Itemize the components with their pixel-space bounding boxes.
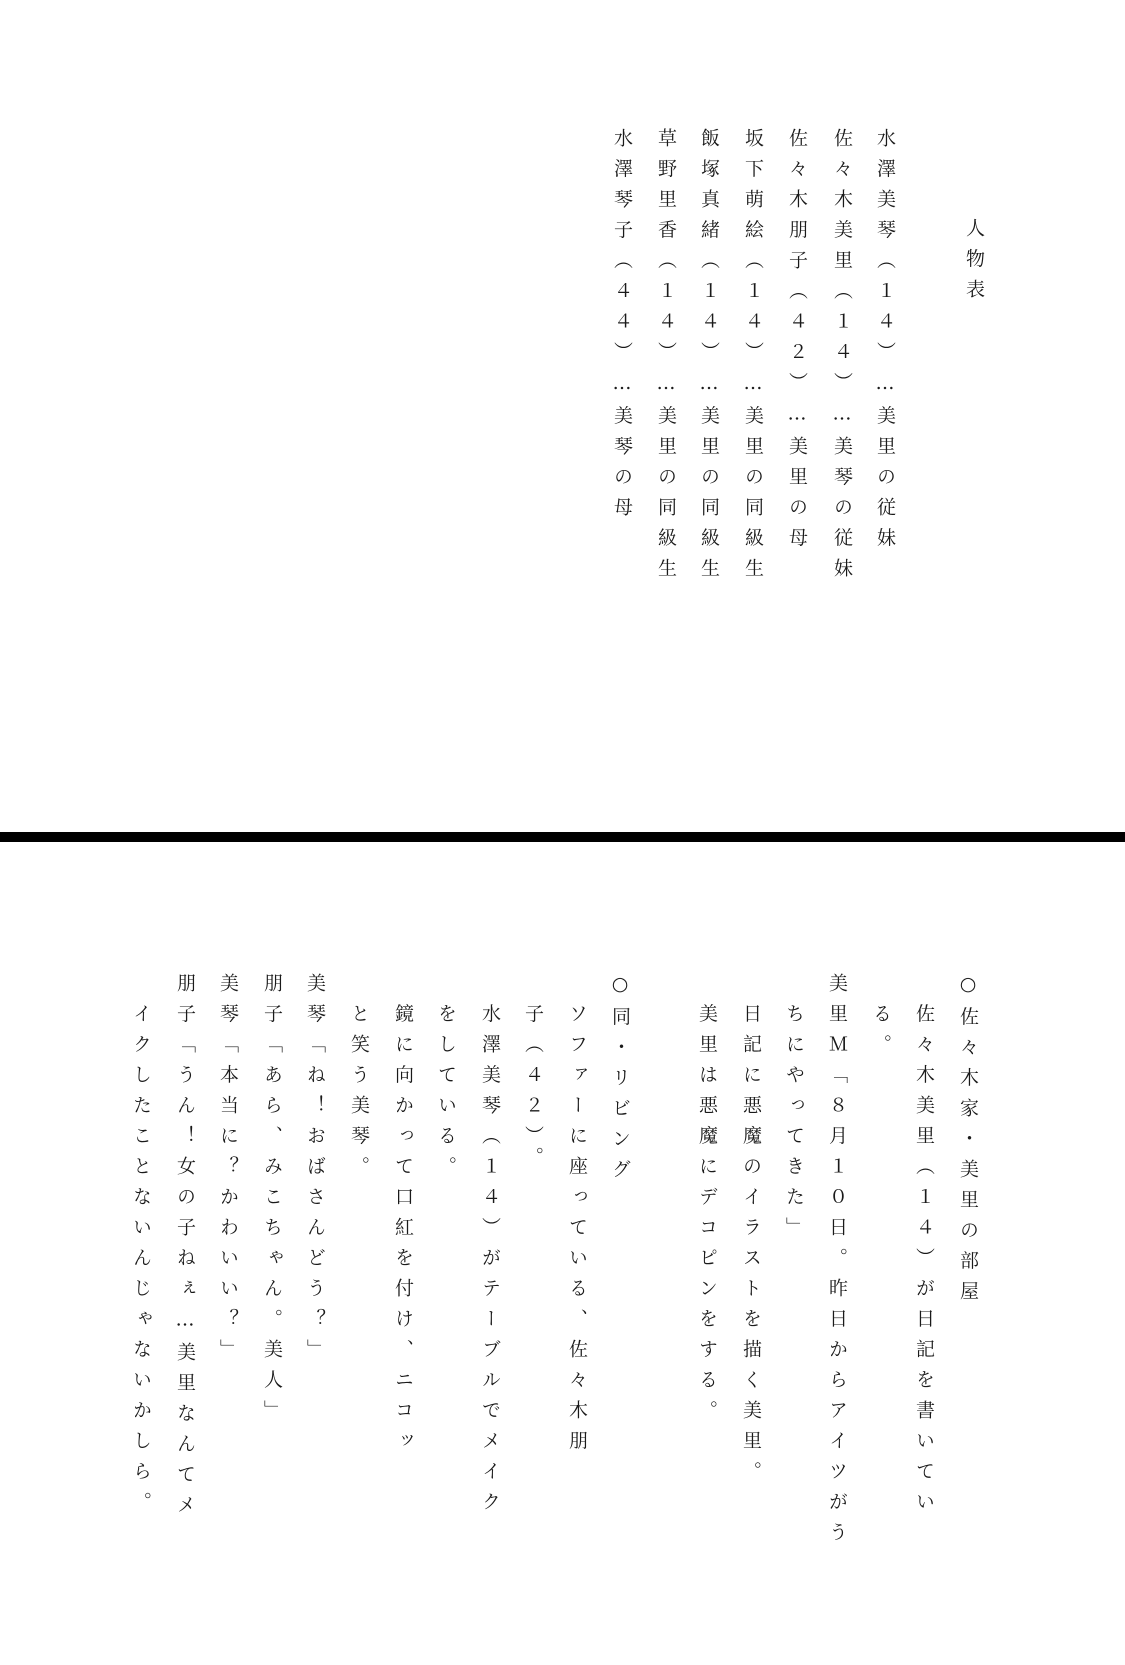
script-line: ソファーに座っている、佐々木朋: [566, 973, 588, 1461]
script-line: 日記に悪魔のイラストを描く美里。: [740, 973, 762, 1492]
dialogue-line: ちにやってきた」: [783, 973, 805, 1248]
cast-entry: 坂下萌絵（１４）…美里の同級生: [742, 128, 764, 589]
dialogue-line: 美里Ｍ「８月１０日。昨日からアイツがう: [826, 973, 848, 1553]
script-line: 鏡に向かって口紅を付け、ニコッ: [392, 973, 414, 1461]
script-line: と笑う美琴。: [348, 973, 370, 1187]
cast-entry: 飯塚真緒（１４）…美里の同級生: [698, 128, 720, 589]
script-line: 美里は悪魔にデコピンをする。: [696, 973, 718, 1431]
cast-entry: 水澤美琴（１４）…美里の従妹: [874, 128, 896, 558]
script-line: をしている。: [435, 973, 457, 1187]
dialogue-line: 美琴「ね！おばさんどう？」: [304, 973, 326, 1370]
scene-heading: ○同・リビング: [609, 973, 631, 1190]
dialogue-line: 朋子「うん！女の子ねぇ…美里なんてメ: [174, 973, 196, 1525]
cast-entry: 佐々木朋子（４２）…美里の母: [786, 128, 808, 558]
cast-entry: 佐々木美里（１４）…美琴の従妹: [831, 128, 853, 589]
cast-page: [0, 0, 1125, 832]
script-line: る。: [870, 973, 892, 1065]
page-separator: [0, 832, 1125, 842]
dialogue-line: 朋子「あら、みこちゃん。美人」: [261, 973, 283, 1431]
script-line: 佐々木美里（１４）が日記を書いてい: [913, 973, 935, 1522]
cast-entry: 草野里香（１４）…美里の同級生: [655, 128, 677, 589]
script-page: [0, 845, 1125, 1665]
dialogue-line: イクしたことないんじゃないかしら。: [130, 973, 152, 1522]
script-line: 子（４２）。: [522, 973, 544, 1177]
dialogue-line: 美琴「本当に？かわいい？」: [217, 973, 239, 1370]
script-line: 水澤美琴（１４）がテーブルでメイク: [479, 973, 501, 1522]
scene-heading: ○佐々木家・美里の部屋: [957, 973, 979, 1312]
cast-title: 人物表: [963, 218, 985, 310]
cast-entry: 水澤琴子（４４）…美琴の母: [611, 128, 633, 528]
